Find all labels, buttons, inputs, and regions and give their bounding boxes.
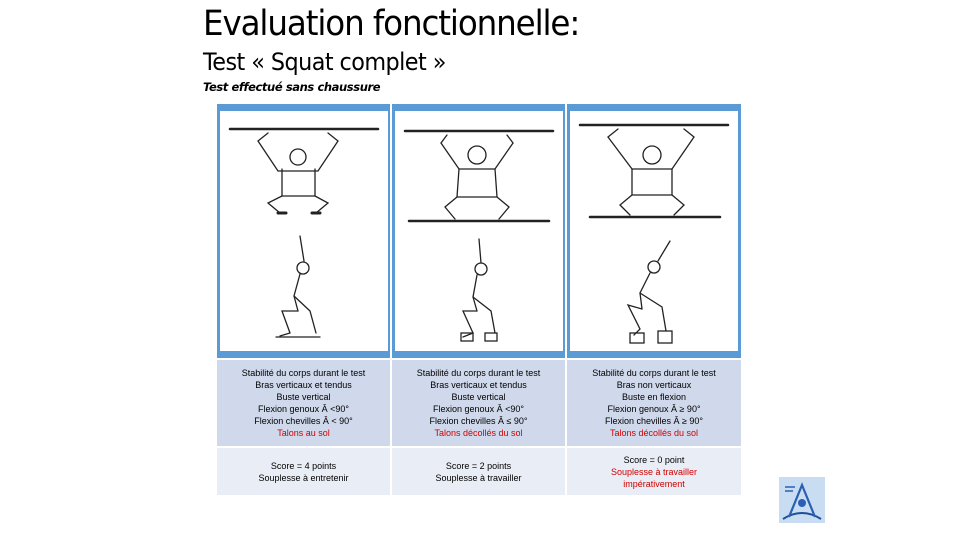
score-verdict: Souplesse à entretenir [258, 472, 349, 483]
criteria-line: Flexion genoux Â <90° [258, 404, 349, 414]
criteria-line: Bras verticaux et tendus [430, 380, 527, 390]
illustration-cell [566, 103, 742, 359]
criteria-cell [216, 359, 391, 447]
score-value: Score = 0 point [623, 454, 685, 465]
illustration-cell [391, 103, 566, 359]
squat-evaluation-table [215, 102, 743, 497]
criteria-line: Flexion chevilles Â ≥ 90° [604, 416, 704, 426]
criteria-line: Stabilité du corps durant le test [592, 368, 716, 378]
federation-logo-icon [779, 477, 825, 523]
score-cell [391, 447, 566, 496]
criteria-line: Flexion chevilles Â < 90° [254, 416, 353, 426]
criteria-line: Stabilité du corps durant le test [416, 368, 541, 378]
criteria-line: Bras verticaux et tendus [255, 380, 352, 390]
score-row [216, 447, 742, 496]
criteria-line: Stabilité du corps durant le test [241, 368, 366, 378]
criteria-line: Buste vertical [276, 392, 331, 402]
criteria-line: Buste en flexion [621, 392, 687, 402]
page-subtitle: Test « Squat complet » [203, 48, 446, 76]
criteria-cell [566, 359, 742, 447]
criteria-cell [391, 359, 566, 447]
squat-athlete-figure [220, 111, 388, 351]
heels-status: Talons décollés du sol [434, 428, 523, 438]
squat-athlete-figure [570, 111, 738, 351]
score-verdict: Souplesse à travailler [610, 466, 698, 477]
heels-status: Talons décollés du sol [609, 428, 699, 438]
score-value: Score = 4 points [270, 460, 337, 471]
score-cell [566, 447, 742, 496]
criteria-line: Flexion chevilles Â ≤ 90° [429, 416, 528, 426]
score-value: Score = 2 points [445, 460, 512, 471]
criteria-line: Flexion genoux Â <90° [433, 404, 524, 414]
illustration-cell [216, 103, 391, 359]
heels-status: Talons au sol [277, 428, 330, 438]
illustration-row [216, 103, 742, 359]
criteria-line: Buste vertical [451, 392, 506, 402]
score-cell [216, 447, 391, 496]
criteria-row [216, 359, 742, 447]
score-verdict: Souplesse à travailler [435, 472, 522, 483]
score-verdict-extra: impérativement [623, 478, 685, 489]
page-title: Evaluation fonctionnelle: [203, 4, 580, 44]
squat-athlete-figure [395, 111, 563, 351]
test-note: Test effectué sans chaussure [203, 80, 381, 94]
criteria-line: Flexion genoux Â ≥ 90° [607, 404, 701, 414]
criteria-line: Bras non verticaux [616, 380, 692, 390]
